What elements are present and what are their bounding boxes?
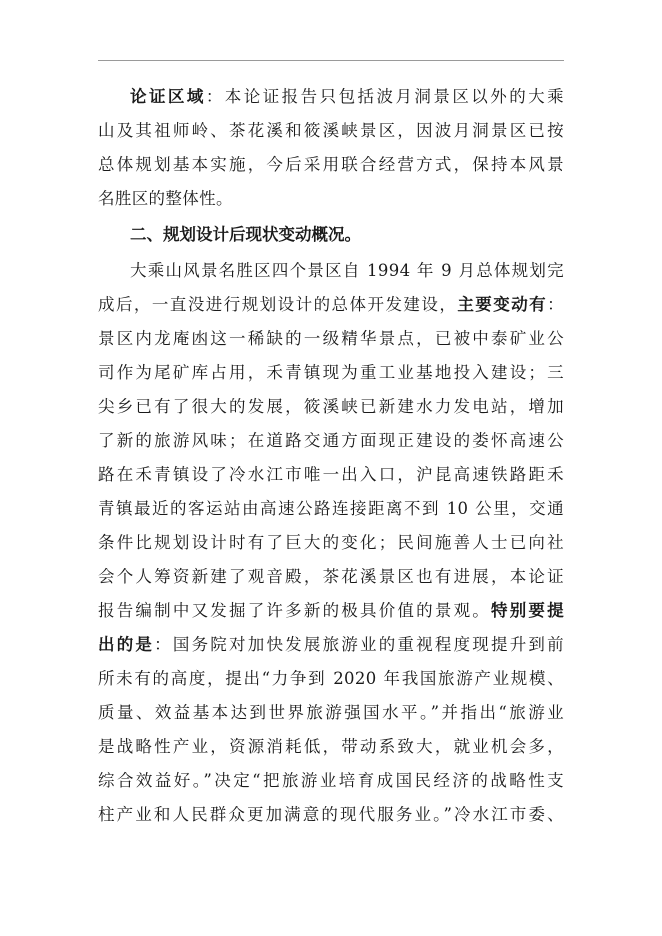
text-line: 了新的旅游风味；在道路交通方面现正建设的娄怀高速公 <box>98 431 564 450</box>
text-line: 尖乡已有了很大的发展，筱溪峡已新建水力发电站，增加 <box>98 397 564 416</box>
text-line: 青镇最近的客运站由高速公路连接距离不到 10 公里，交通 <box>98 499 564 518</box>
text-line: 综合效益好。”决定“把旅游业培育成国民经济的战略性支 <box>98 771 564 790</box>
text-line: 质量、效益基本达到世界旅游强国水平。”并指出“旅游业 <box>98 703 564 722</box>
bold-phrase: 主要变动有 <box>457 295 548 314</box>
bold-phrase: 特别要提 <box>491 601 564 620</box>
text-line: 总体规划基本实施，今后采用联合经营方式，保持本风景 <box>98 155 564 174</box>
text-line: 山及其祖师岭、茶花溪和筱溪峡景区，因波月洞景区已按 <box>98 121 564 140</box>
text-line: 司作为尾矿库占用，禾青镇现为重工业基地投入建设；三 <box>98 363 564 382</box>
text-line: 论证区域：本论证报告只包括波月洞景区以外的大乘 <box>130 87 564 106</box>
section-heading: 二、规划设计后现状变动概况。 <box>130 225 361 244</box>
text-line: 大乘山风景名胜区四个景区自 1994 年 9 月总体规划完 <box>130 261 564 280</box>
text-line: 条件比规划设计时有了巨大的变化；民间施善人士已向社 <box>98 533 564 552</box>
bold-phrase: 出的是 <box>98 635 155 654</box>
bold-lead-term: 论证区域 <box>130 87 206 106</box>
text-line: 路在禾青镇设了冷水江市唯一出入口，沪昆高速铁路距禾 <box>98 465 564 484</box>
text-line: 景区内龙庵凼这一稀缺的一级精华景点，已被中泰矿业公 <box>98 329 564 348</box>
text-line: 会个人筹资新建了观音殿，茶花溪景区也有进展，本论证 <box>98 567 564 586</box>
text-line: 所未有的高度，提出“力争到 2020 年我国旅游产业规模、 <box>98 669 564 688</box>
text-line: 是战略性产业，资源消耗低，带动系致大，就业机会多， <box>98 737 564 756</box>
text-line: 出的是：国务院对加快发展旅游业的重视程度现提升到前 <box>98 635 564 654</box>
text-line: 柱产业和人民群众更加满意的现代服务业。”冷水江市委、 <box>98 805 564 824</box>
text-line: 成后，一直没进行规划设计的总体开发建设，主要变动有： <box>98 295 565 314</box>
text-line: 报告编制中又发掘了许多新的极具价值的景观。特别要提 <box>98 601 564 620</box>
header-rule <box>98 60 564 61</box>
text-line: 名胜区的整体性。 <box>98 189 233 208</box>
